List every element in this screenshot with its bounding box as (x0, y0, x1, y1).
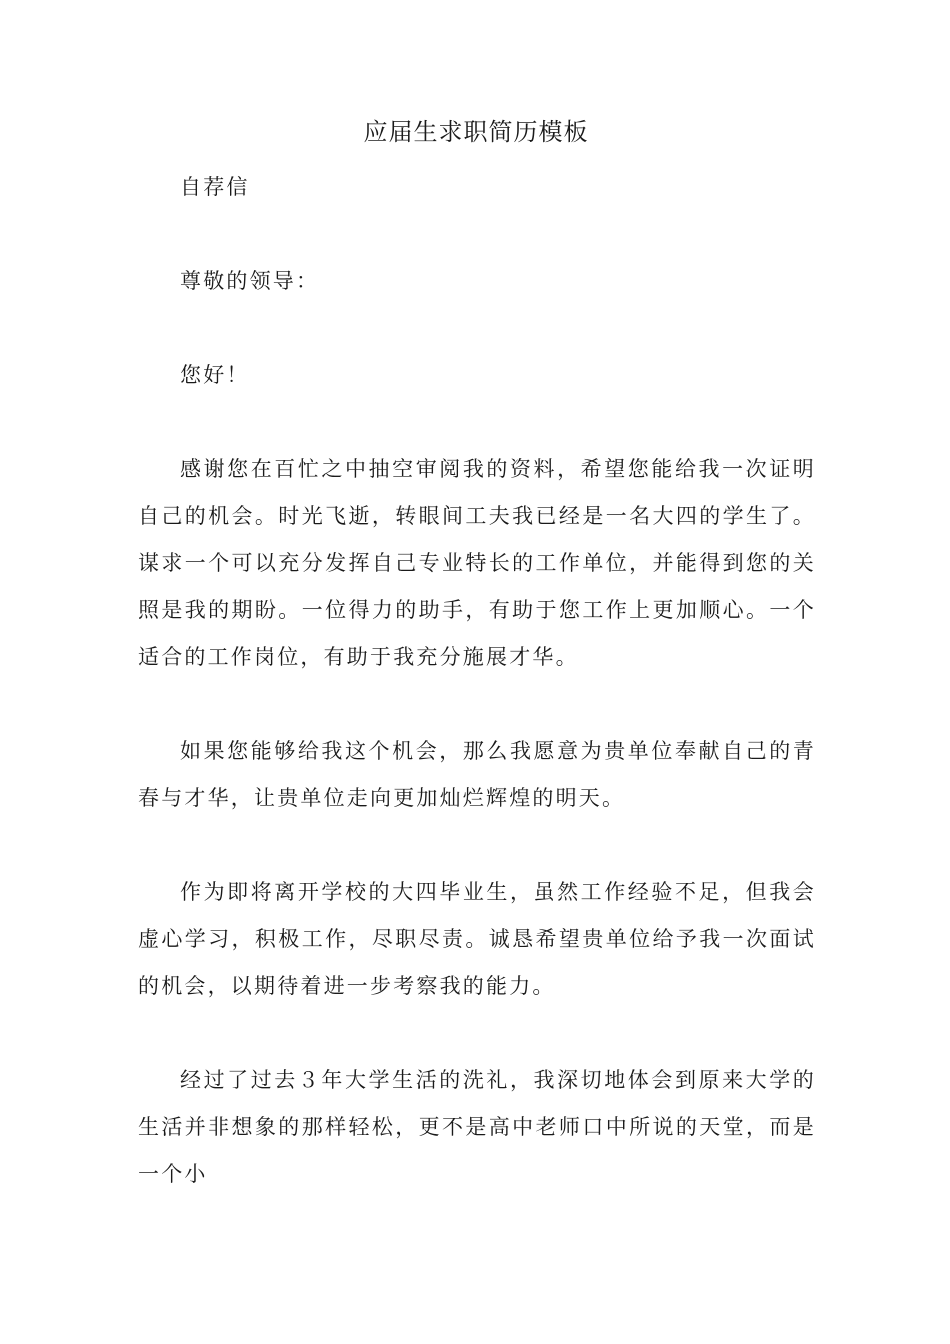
paragraph-gap (138, 305, 816, 352)
document-title: 应届生求职简历模板 (363, 118, 589, 146)
body-paragraph: 感谢您在百忙之中抽空审阅我的资料，希望您能给我一次证明自己的机会。时光飞逝，转眼间工夫我已经是一名大四的学生了。谋求一个可以充分发挥自己专业特长的工作单位，并能得到您的关照是我的期盼。一位得力的助手，有助于您工作上更加顺心。一个适合的工作岗位，有助于我充分施展才华。 (138, 457, 816, 669)
letter-greeting: 您好！ (180, 363, 250, 387)
letter-salutation: 尊敬的领导： (180, 269, 320, 293)
document-body (138, 164, 816, 1198)
paragraph-gap (138, 681, 816, 728)
paragraph-gap (138, 211, 816, 258)
body-paragraph: 作为即将离开学校的大四毕业生，虽然工作经验不足，但我会虚心学习，积极工作，尽职尽责。诚恳希望贵单位给予我一次面试的机会，以期待着进一步考察我的能力。 (138, 880, 816, 998)
paragraph-gap (138, 1010, 816, 1057)
paragraph-gap (138, 399, 816, 446)
paragraph-gap (138, 822, 816, 869)
body-paragraph: 如果您能够给我这个机会，那么我愿意为贵单位奉献自己的青春与才华，让贵单位走向更加灿烂辉煌的明天。 (138, 739, 816, 810)
letter-heading: 自荐信 (180, 175, 250, 199)
body-paragraph: 经过了过去３年大学生活的洗礼，我深切地体会到原来大学的生活并非想象的那样轻松，更不是高中老师口中所说的天堂，而是一个小 (138, 1068, 816, 1186)
